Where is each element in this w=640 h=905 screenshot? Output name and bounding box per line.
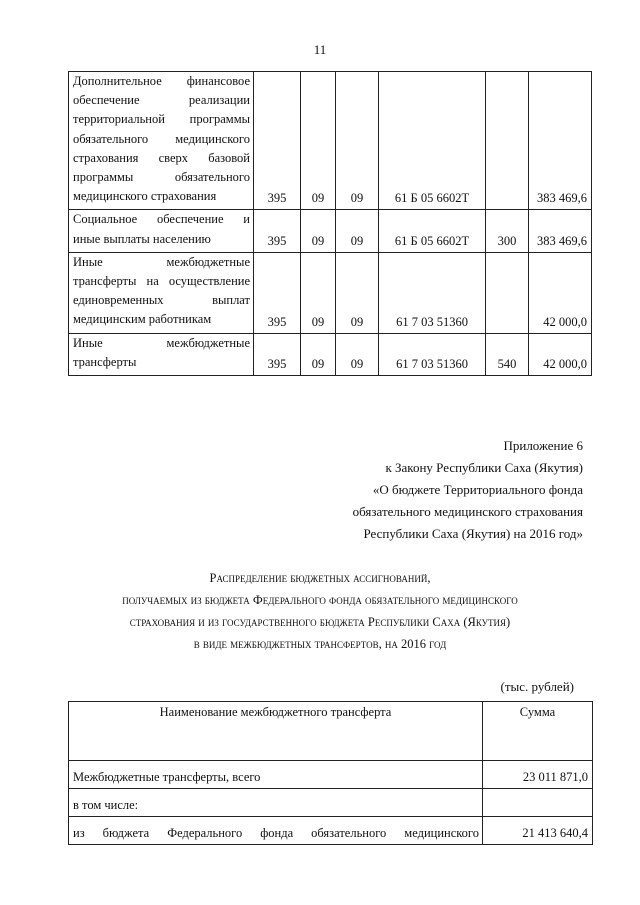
row-name [69, 252, 254, 333]
code-section: 09 [301, 252, 336, 333]
header-name: Наименование межбюджетного трансферта [69, 702, 483, 761]
code-subsection: 09 [336, 210, 379, 252]
table-row [69, 761, 593, 789]
row-name [69, 72, 254, 210]
code-ministry: 395 [254, 252, 301, 333]
appendix-line: «О бюджете Территориального фонда [372, 482, 583, 497]
expense-type: 540 [486, 333, 529, 375]
amount: 42 000,0 [529, 252, 592, 333]
table-row [69, 210, 592, 252]
amount: 383 469,6 [529, 72, 592, 210]
page-number: 11 [313, 42, 327, 57]
name-line: Социальное обеспечение и [73, 212, 250, 227]
name-line: Иные межбюджетные [73, 335, 250, 350]
appendix-line: Республики Саха (Якутия) на 2016 год» [363, 526, 583, 541]
name-line: медицинского страхования [73, 189, 217, 204]
code-ministry: 395 [254, 210, 301, 252]
code-section: 09 [301, 72, 336, 210]
amount: 42 000,0 [529, 333, 592, 375]
name-line: трансферты [73, 354, 137, 369]
table-row [69, 789, 593, 817]
row-sum: 23 011 871,0 [483, 761, 593, 789]
appendix-line: обязательного медицинского страхования [352, 504, 583, 519]
heading-line: страхования и из государственного бюджета Республики Саха (Якутия) [129, 615, 511, 629]
units-label: (тыс. рублей) [500, 679, 574, 694]
row-name [69, 210, 254, 252]
name-line: Дополнительное финансовое [73, 74, 250, 88]
name-line: единовременных выплат [73, 293, 250, 308]
expense-type [486, 72, 529, 210]
name-line: иные выплаты населению [73, 231, 211, 246]
row-name: в том числе: [69, 789, 483, 817]
target-article: 61 Б 05 6602Т [379, 210, 486, 252]
amount: 383 469,6 [529, 210, 592, 252]
code-subsection: 09 [336, 252, 379, 333]
expense-type [486, 252, 529, 333]
expense-type: 300 [486, 210, 529, 252]
header-sum: Сумма [483, 702, 593, 761]
row-name: Межбюджетные трансферты, всего [69, 761, 483, 789]
name-line: трансферты на осуществление [73, 274, 250, 289]
appendix-line: к Закону Республики Саха (Якутия) [385, 460, 583, 475]
target-article: 61 Б 05 6602Т [379, 72, 486, 210]
name-line: Иные межбюджетные [73, 254, 250, 269]
name-line: территориальной программы [73, 112, 250, 127]
code-ministry: 395 [254, 333, 301, 375]
code-subsection: 09 [336, 72, 379, 210]
heading-line: в виде межбюджетных трансфертов, на 2016 год [193, 637, 447, 651]
appendix-line: Приложение 6 [503, 438, 583, 453]
name-line: страхования сверх базовой [73, 150, 250, 165]
target-article: 61 7 03 51360 [379, 333, 486, 375]
name-line: обеспечение реализации [73, 93, 250, 108]
code-section: 09 [301, 210, 336, 252]
table-row [69, 252, 592, 333]
code-ministry: 395 [254, 72, 301, 210]
budget-table [68, 71, 592, 376]
heading-line: получаемых из бюджета Федерального фонда обязательного медицинского [122, 593, 518, 607]
transfers-table [68, 701, 593, 845]
table-row [69, 333, 592, 375]
row-sum [483, 789, 593, 817]
code-subsection: 09 [336, 333, 379, 375]
row-sum: 21 413 640,4 [483, 817, 593, 845]
appendix-note [353, 435, 583, 545]
table-row [69, 817, 593, 845]
document-heading [60, 567, 580, 655]
name-line: обязательного медицинского [73, 131, 250, 146]
table-row [69, 72, 592, 210]
row-name [69, 333, 254, 375]
heading-line: Распределение бюджетных ассигнований, [209, 571, 431, 585]
name-line: программы обязательного [73, 170, 250, 185]
table-header-row [69, 702, 593, 761]
target-article: 61 7 03 51360 [379, 252, 486, 333]
name-line: медицинским работникам [73, 312, 212, 327]
code-section: 09 [301, 333, 336, 375]
row-name: из бюджета Федерального фонда обязательного медицинского [69, 817, 483, 845]
